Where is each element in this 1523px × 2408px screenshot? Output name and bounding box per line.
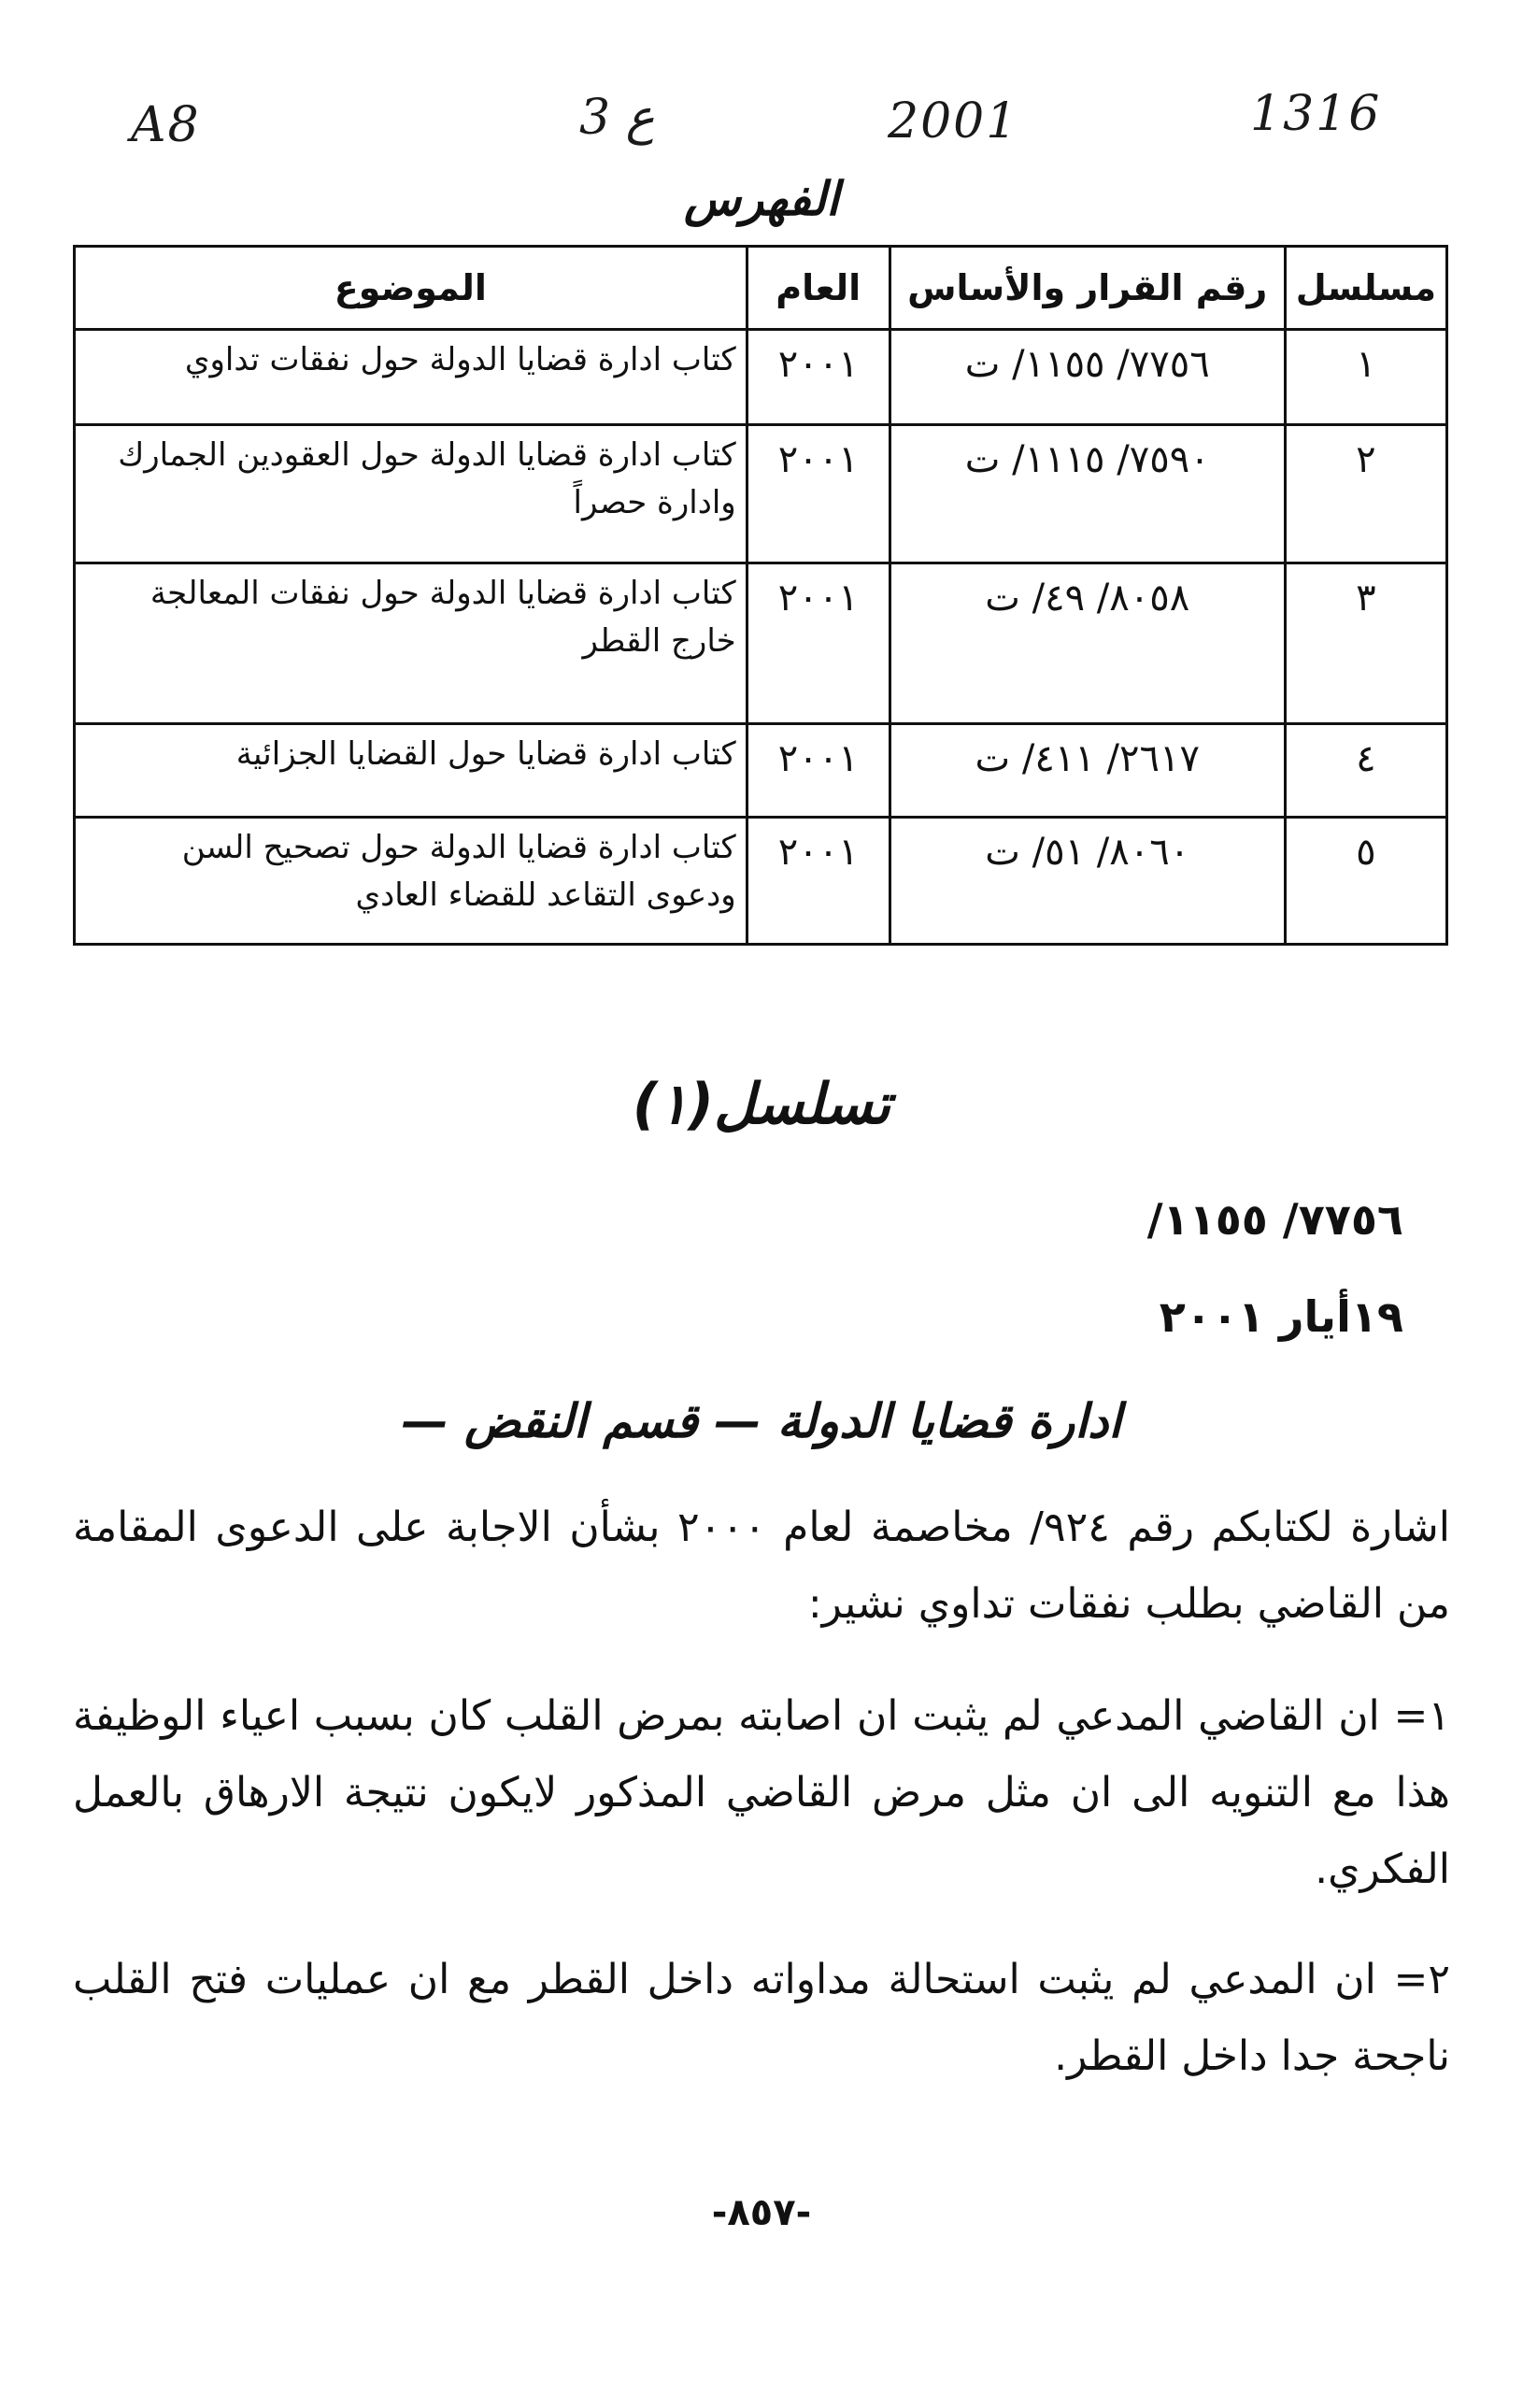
point-one-paragraph: ١= ان القاضي المدعي لم يثبت ان اصابته بمرض القلب كان بسبب اعياء الوظيفة هذا مع التنويه الى ان مثل مرض القاضي المذكور لايكون نتيجة الارهاق بالعمل الفكري. xyxy=(73,1692,1450,1893)
column-header-year: العام xyxy=(747,247,890,330)
row-number: ٢٦١٧/ ٤١١/ ت xyxy=(890,724,1285,818)
table-row xyxy=(75,425,1447,563)
row-serial: ٢ xyxy=(1285,425,1446,563)
page-number: -٨٥٧- xyxy=(711,2191,812,2234)
column-header-number: رقم القرار والأساس xyxy=(890,247,1285,330)
row-serial: ٥ xyxy=(1285,818,1446,945)
section-title: تسلسل(١) xyxy=(632,1072,891,1137)
row-number: ٧٧٥٦/ ١١٥٥/ ت xyxy=(890,330,1285,425)
table-row xyxy=(75,563,1447,724)
row-number: ٨٠٦٠/ ٥١/ ت xyxy=(890,818,1285,945)
row-serial: ١ xyxy=(1285,330,1446,425)
handwritten-annotation-volume: 3 ع xyxy=(579,90,655,146)
table-row xyxy=(75,330,1447,425)
row-year: ٢٠٠١ xyxy=(747,563,890,724)
row-subject: كتاب ادارة قضايا الدولة حول نفقات المعالجة خارج القطر xyxy=(75,563,747,724)
handwritten-annotation-left: A8 xyxy=(131,97,201,153)
handwritten-annotation-right: 1316 xyxy=(1250,86,1382,142)
row-subject: كتاب ادارة قضايا الدولة حول نفقات تداوي xyxy=(75,330,747,425)
row-subject: كتاب ادارة قضايا حول القضايا الجزائية xyxy=(75,724,747,818)
letter-date: ١٩أيار ٢٠٠١ xyxy=(1159,1291,1403,1342)
intro-paragraph: اشارة لكتابكم رقم ٩٢٤/ مخاصمة لعام ٢٠٠٠ بشأن الاجابة على الدعوى المقامة من القاضي بطلب نفقات تداوي نشير: xyxy=(73,1503,1450,1628)
row-subject: كتاب ادارة قضايا الدولة حول العقودين الجمارك وادارة حصراً xyxy=(75,425,747,563)
handwritten-annotation-year: 2001 xyxy=(888,93,1019,150)
row-year: ٢٠٠١ xyxy=(747,724,890,818)
row-number: ٨٠٥٨/ ٤٩/ ت xyxy=(890,563,1285,724)
row-year: ٢٠٠١ xyxy=(747,425,890,563)
index-title: الفهرس xyxy=(683,172,840,226)
row-number: ٧٥٩٠/ ١١١٥/ ت xyxy=(890,425,1285,563)
row-serial: ٤ xyxy=(1285,724,1446,818)
row-subject: كتاب ادارة قضايا الدولة حول تصحيح السن ودعوى التقاعد للقضاء العادي xyxy=(75,818,747,945)
table-row xyxy=(75,818,1447,945)
row-serial: ٣ xyxy=(1285,563,1446,724)
row-year: ٢٠٠١ xyxy=(747,330,890,425)
table-row xyxy=(75,724,1447,818)
index-table xyxy=(73,245,1448,946)
reference-number: ٧٧٥٦/ ١١٥٥/ xyxy=(1146,1194,1403,1245)
column-header-serial: مسلسل xyxy=(1285,247,1446,330)
index-header-row xyxy=(75,247,1447,330)
recipient-heading: ادارة قضايا الدولة — قسم النقض — xyxy=(401,1394,1122,1448)
point-two-paragraph: ٢= ان المدعي لم يثبت استحالة مداواته داخل القطر مع ان عمليات فتح القلب ناجحة جدا داخل القطر. xyxy=(73,1956,1450,2080)
row-year: ٢٠٠١ xyxy=(747,818,890,945)
column-header-subject: الموضوع xyxy=(75,247,747,330)
